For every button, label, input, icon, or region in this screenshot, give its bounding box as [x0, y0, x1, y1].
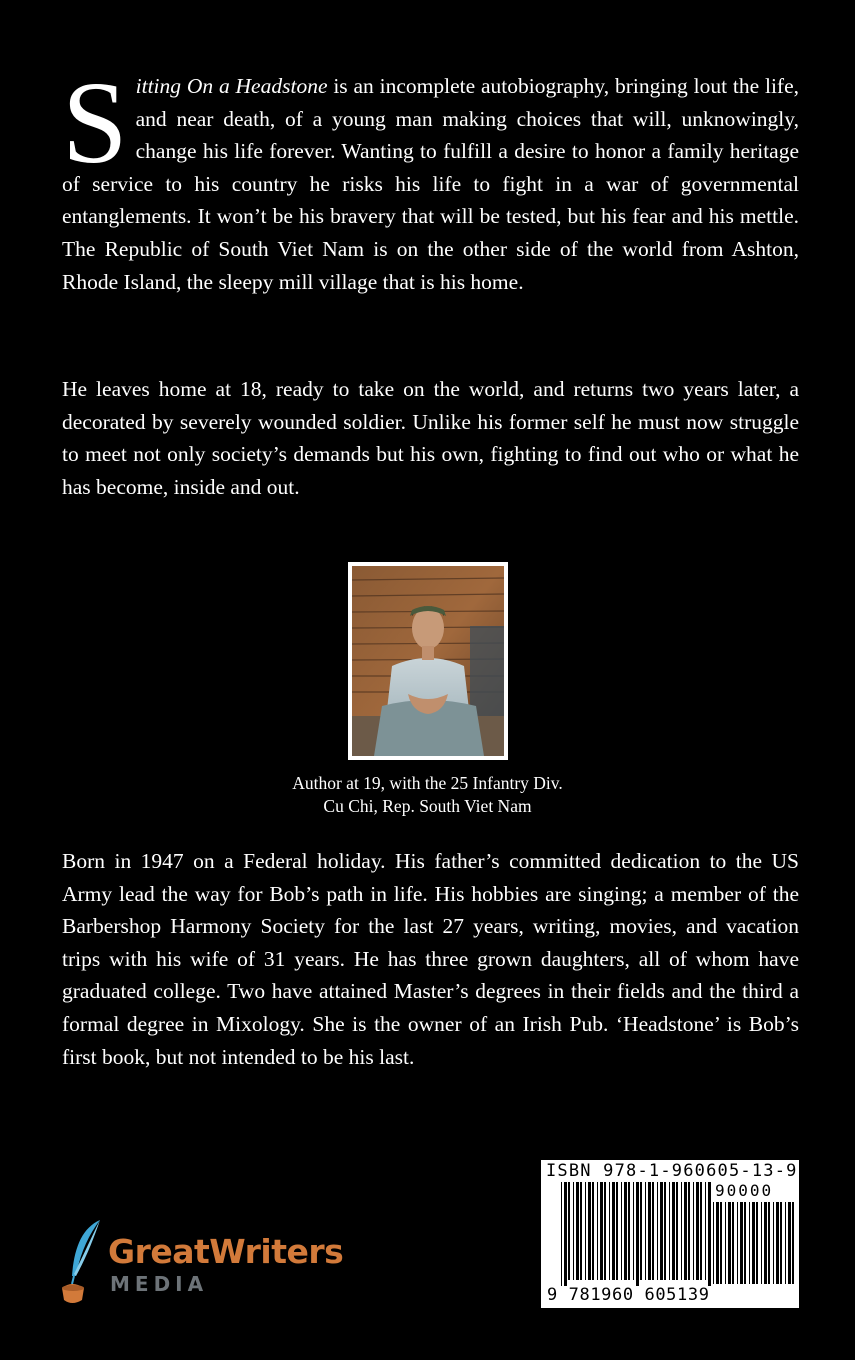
- barcode-bar: [580, 1182, 582, 1280]
- barcode-bar: [752, 1202, 755, 1284]
- barcode-bar: [660, 1182, 663, 1280]
- barcode-bar: [604, 1182, 606, 1280]
- barcode-bar: [624, 1182, 627, 1280]
- barcode-bar: [588, 1182, 591, 1280]
- barcode-bar: [749, 1202, 750, 1284]
- barcode-bar: [700, 1182, 702, 1280]
- barcode-bar: [633, 1182, 634, 1280]
- barcode-bar: [705, 1182, 706, 1280]
- barcode-bar: [597, 1182, 598, 1280]
- barcode-bar: [713, 1202, 714, 1284]
- publisher-logo: [60, 1218, 380, 1308]
- barcode-bar: [768, 1202, 770, 1284]
- ean-digits: 9 781960 605139: [547, 1285, 710, 1305]
- barcode-bar: [640, 1182, 642, 1280]
- barcode-bar: [744, 1202, 746, 1284]
- barcode-bar: [616, 1182, 618, 1280]
- barcode-bar: [716, 1202, 719, 1284]
- barcode-bar: [568, 1182, 570, 1280]
- quill-icon: [60, 1218, 108, 1304]
- barcode-bar: [684, 1182, 687, 1280]
- barcode-bar: [785, 1202, 786, 1284]
- description-paragraph-1: [62, 57, 800, 298]
- barcode-bar: [609, 1182, 610, 1280]
- barcode-bar: [585, 1182, 586, 1280]
- barcode-bar: [561, 1182, 562, 1286]
- barcode-bar: [693, 1182, 694, 1280]
- price-code: 90000: [715, 1181, 774, 1200]
- drop-cap: S: [62, 57, 128, 188]
- barcode-addon-bars: [713, 1202, 795, 1284]
- author-photo: [348, 562, 508, 760]
- isbn-label: ISBN 978-1-960605-13-9: [546, 1161, 798, 1181]
- barcode-bar: [788, 1202, 791, 1284]
- barcode-bar: [664, 1182, 666, 1280]
- barcode-bar: [669, 1182, 670, 1280]
- barcode-bar: [592, 1182, 594, 1280]
- barcode-bar: [737, 1202, 738, 1284]
- barcode-bar: [657, 1182, 658, 1280]
- barcode-bar: [573, 1182, 574, 1280]
- publisher-name: GreatWriters: [108, 1232, 344, 1271]
- barcode-bar: [756, 1202, 758, 1284]
- isbn-barcode: [541, 1160, 799, 1308]
- publisher-media: MEDIA: [110, 1272, 209, 1296]
- photo-caption-line-2: Cu Chi, Rep. South Viet Nam: [323, 796, 532, 816]
- barcode-bar: [776, 1202, 779, 1284]
- barcode-bar: [792, 1202, 794, 1284]
- barcode-bar: [564, 1182, 567, 1286]
- barcode-bar: [645, 1182, 646, 1280]
- book-title: itting On a Headstone: [135, 74, 328, 98]
- barcode-bar: [764, 1202, 767, 1284]
- author-photo-image: [352, 566, 504, 756]
- photo-caption-line-1: Author at 19, with the 25 Infantry Div.: [292, 773, 563, 793]
- barcode-bar: [672, 1182, 675, 1280]
- barcode-bar: [728, 1202, 731, 1284]
- barcode-bar: [652, 1182, 654, 1280]
- barcode-bar: [688, 1182, 690, 1280]
- barcode-bar: [681, 1182, 682, 1280]
- barcode-bar: [696, 1182, 699, 1280]
- barcode-bar: [720, 1202, 722, 1284]
- barcode-bar: [600, 1182, 603, 1280]
- barcode-bars: [561, 1182, 711, 1286]
- barcode-bar: [621, 1182, 622, 1280]
- barcode-bar: [576, 1182, 579, 1280]
- barcode-bar: [636, 1182, 639, 1286]
- barcode-bar: [628, 1182, 630, 1280]
- description-paragraph-2: He leaves home at 18, ready to take on the world, and returns two years later, a decorated by severely wounded soldier. Unlike his former self he must now struggle to meet not only society’s demands but his own, fighting to find out who or what he has become, inside and out.: [62, 377, 799, 499]
- barcode-bar: [732, 1202, 734, 1284]
- barcode-bar: [740, 1202, 743, 1284]
- barcode-bar: [725, 1202, 726, 1284]
- description-text-1: is an incomplete autobiography, bringing lout the life, and near death, of a young man making choices that will, unknowingly, change his life forever. Wanting to fulfill a desire to honor a family heritage of service to his country he risks his life to fight in a war of governmental entanglements. It won’t be his bravery that will be tested, but his fear and his mettle. The Republic of South Viet Nam is on the other side of the world from Ashton, Rhode Island, the sleepy mill village that is his home.: [62, 74, 800, 294]
- barcode-bar: [780, 1202, 782, 1284]
- barcode-bar: [676, 1182, 678, 1280]
- barcode-bar: [761, 1202, 762, 1284]
- barcode-bar: [708, 1182, 711, 1286]
- barcode-bar: [648, 1182, 651, 1280]
- barcode-bar: [612, 1182, 615, 1280]
- barcode-bar: [773, 1202, 774, 1284]
- author-bio: Born in 1947 on a Federal holiday. His father’s committed dedication to the US Army lead the way for Bob’s path in life. His hobbies are singing; a member of the Barbershop Harmony Society for the last 27 years, writing, movies, and vacation trips with his wife of 31 years. He has three grown daughters, all of whom have graduated college. Two have attained Master’s degrees in their fields and the third a formal degree in Mixology. She is the owner of an Irish Pub. ‘Headstone’ is Bob’s first book, but not intended to be his last.: [62, 849, 799, 1069]
